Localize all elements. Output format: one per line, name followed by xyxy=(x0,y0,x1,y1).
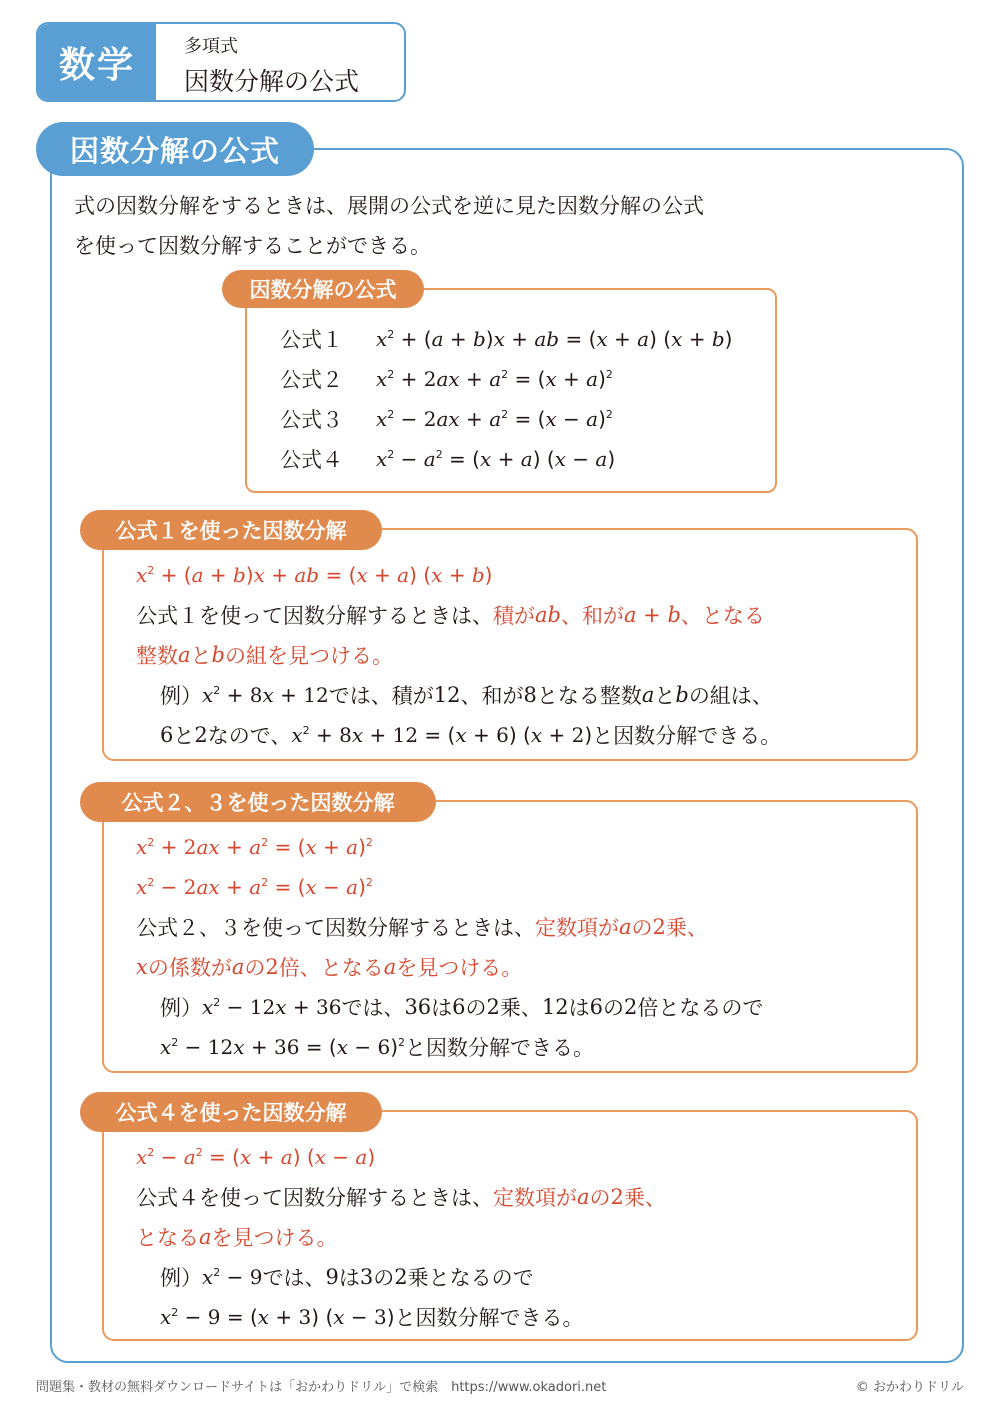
section-1-formula: $x^2 + (a + b)x$ + ab = (x + a) (x + b) xyxy=(136,563,493,587)
intro-line-1: 式の因数分解をするときは、展開の公式を逆に見た因数分解の公式 xyxy=(74,194,704,218)
page-title: 因数分解の公式 xyxy=(184,67,360,96)
section-3-explain-1: 公式４を使って因数分解するときは、 定数項が a の 2 乗、 xyxy=(136,1185,666,1210)
formula-expression: $x^2 + (a + b)x$ + ab = (x + a) (x + b) xyxy=(376,327,733,351)
formula-label: 公式３ xyxy=(280,408,343,432)
section-2-example-2: $x^2 - 12x + 36 = (x - 6)^2$ と因数分解できる。 xyxy=(160,1035,595,1060)
intro-text xyxy=(74,186,704,266)
formula-row-2 xyxy=(280,363,613,395)
section-2-formula-1: $x^2 + 2ax + a^2 = (x + a)^2$ xyxy=(136,835,373,859)
section-2-tab: 公式２、３を使った因数分解 xyxy=(80,782,436,822)
section-3-explain-2: となる a を見つける。 xyxy=(136,1225,338,1250)
section-2-formula-2: $x^2 - 2ax + a^2 = (x - a)^2$ xyxy=(136,875,373,899)
formula-box-tab: 因数分解の公式 xyxy=(222,270,424,308)
subject-label: 数学 xyxy=(38,24,156,100)
main-section-tab: 因数分解の公式 xyxy=(36,122,314,176)
section-1-example-2: 6 と 2 なので、 $x^2 + 8x + 12 = (x + 6) (x + 2)$ と因数分解できる。 xyxy=(160,723,782,748)
section-2-example-1: 例） $x^2 - 12x + 36$ では、 36 は 6 の 2 乗、 12 は 6 の 2 倍となるので xyxy=(160,995,764,1020)
section-3-example-2: $x^2 - 9 = (x + 3) (x - 3)$ と因数分解できる。 xyxy=(160,1305,584,1330)
formula-expression: $x^2 + 2ax + a^2 = (x + a)^2$ xyxy=(376,367,613,391)
section-1-tab: 公式１を使った因数分解 xyxy=(80,510,382,550)
formula-label: 公式１ xyxy=(280,328,343,352)
section-2-explain-1: 公式２、３を使って因数分解するときは、 定数項が a の 2 乗、 xyxy=(136,915,708,940)
formula-expression: $x^2 - a^2 = (x + a) (x - a)$ xyxy=(376,447,616,471)
formula-row-3 xyxy=(280,403,613,435)
section-1-example-1: 例） $x^2 + 8x + 12$ では、積が 12 、和が 8 となる整数 a と b の組は、 xyxy=(160,683,773,708)
footer-left-text: 問題集・教材の無料ダウンロードサイトは「おかわりドリル」で検索 https://www.okadori.net xyxy=(36,1380,607,1395)
section-3-tab: 公式４を使った因数分解 xyxy=(80,1092,382,1132)
formula-row-1 xyxy=(280,323,732,355)
section-1-explain-1: 公式１を使って因数分解するときは、 積が ab 、和が a + b 、となる xyxy=(136,603,765,628)
section-2-explain-2: x の係数が a の 2 倍、となる a を見つける。 xyxy=(136,955,523,980)
formula-expression: $x^2 - 2ax + a^2 = (x - a)^2$ xyxy=(376,407,613,431)
header-badge xyxy=(36,22,406,102)
section-3-formula: $x^2 - a^2 = (x + a) (x - a)$ xyxy=(136,1145,376,1169)
section-1-explain-2: 整数 a と b の組を見つける。 xyxy=(136,643,393,668)
formula-label: 公式４ xyxy=(280,448,343,472)
intro-line-2: を使って因数分解することができる。 xyxy=(74,234,431,258)
category-label: 多項式 xyxy=(184,36,238,57)
formula-row-4 xyxy=(280,443,615,475)
formula-label: 公式２ xyxy=(280,368,343,392)
section-3-example-1: 例） $x^2 - 9$ では、 9 は 3 の 2 乗となるので xyxy=(160,1265,534,1290)
footer-copyright: © おかわりドリル xyxy=(855,1380,964,1395)
